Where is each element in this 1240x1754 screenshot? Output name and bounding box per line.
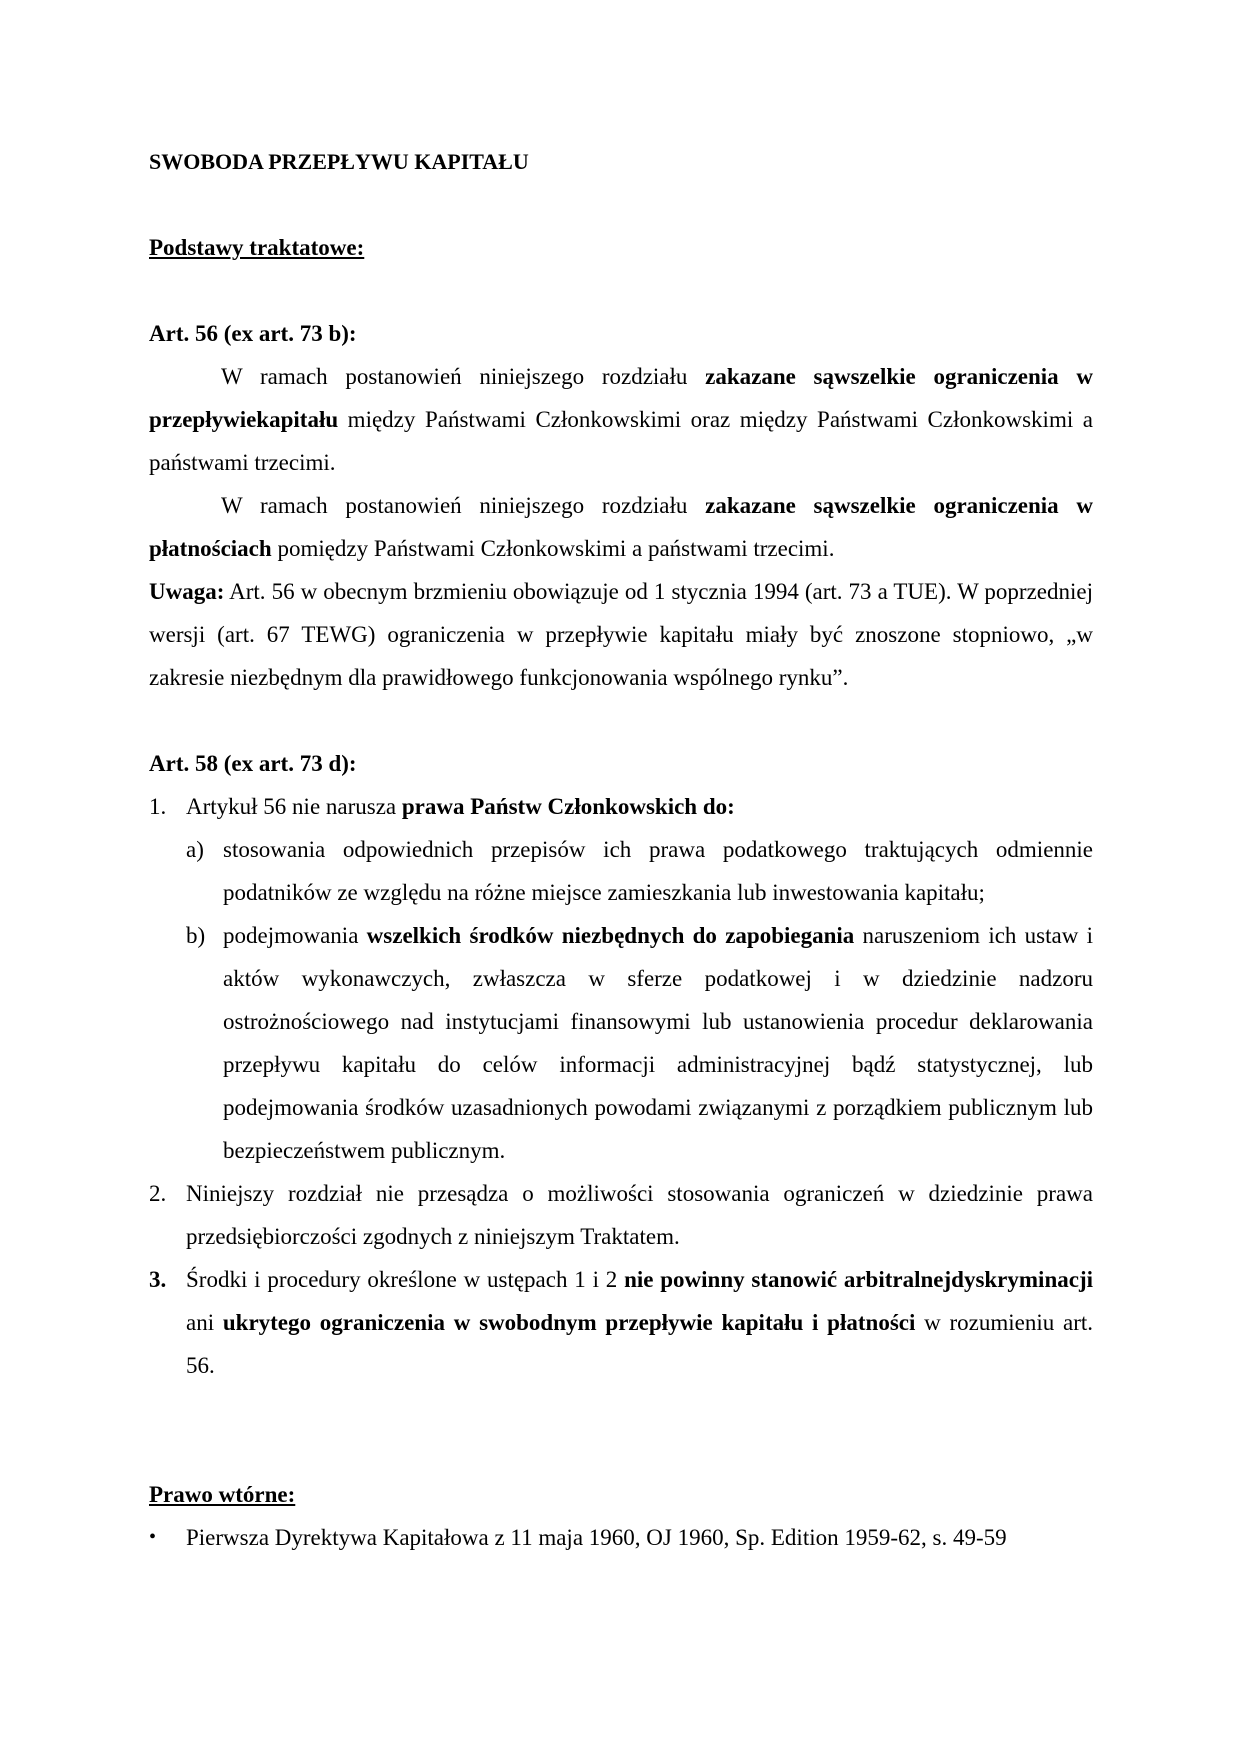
subitem-b-text-end: naruszeniom ich ustaw i aktów wykonawczych, zwłaszcza w sferze podatkowej i w dziedzinie nadzoru ostrożnościowego nad instytucjami finansowymi lub ustanowienia procedur deklarowania przepływu kapitału do celów informacji administracyjnej bądź statystycznej, lub podejmowania środków uzasadnionych powodami związanymi z porządkiem publicznym lub bezpieczeństwem publicznym. (223, 923, 1093, 1163)
note-text: Art. 56 w obecnym brzmieniu obowiązuje od 1 stycznia 1994 (art. 73 a TUE). W poprzedniej wersji (art. 67 TEWG) ograniczenia w przepływie kapitału miały być znoszone stopniowo, „w zakresie niezbędnym dla prawidłowego funkcjonowania wspólnego rynku”. (149, 579, 1093, 690)
subitem-a-text: stosowania odpowiednich przepisów ich prawa podatkowego traktujących odmiennie podatników ze względu na różne miejsce zamieszkania lub inwestowania kapitału; (223, 837, 1093, 905)
item-2-text: Niniejszy rozdział nie przesądza o możliwości stosowania ograniczeń w dziedzinie prawa przedsiębiorczości zgodnych z niniejszym Traktatem. (186, 1181, 1093, 1249)
article-58-subitem-a (186, 828, 1093, 914)
article-56-p1-bold: zakazane sąwszelkie ograniczenia w przepływiekapitału (149, 364, 1093, 432)
article-58-list (149, 785, 1093, 1387)
article-56-p1-text-start: W ramach postanowień niniejszego rozdziału (221, 364, 706, 389)
document-content (149, 140, 1093, 1559)
item-3-text-start: Środki i procedury określone w ustępach 1 i 2 (186, 1267, 625, 1292)
article-58-heading: Art. 58 (ex art. 73 d): (149, 751, 357, 776)
sublist-letter: a) (186, 837, 204, 862)
list-number: 3. (149, 1267, 167, 1292)
subitem-b-bold: wszelkich środków niezbędnych do zapobiegania (366, 923, 855, 948)
spacer (149, 1387, 1093, 1473)
note-label: Uwaga: (149, 579, 225, 604)
item-3-text-mid: ani (186, 1310, 223, 1335)
section-heading-treaty-basis: Podstawy traktatowe: (149, 235, 365, 260)
item-3-bold-2: ukrytego ograniczenia w swobodnym przepływie kapitału i płatności (222, 1310, 916, 1335)
secondary-law-item-text: Pierwsza Dyrektywa Kapitałowa z 11 maja 1960, OJ 1960, Sp. Edition 1959-62, s. 49-59 (186, 1525, 1007, 1550)
subitem-b-text-start: podejmowania (223, 923, 367, 948)
bullet-icon: • (149, 1526, 157, 1548)
document-title: SWOBODA PRZEPŁYWU KAPITAŁU (149, 149, 529, 174)
item-1-bold: prawa Państw Członkowskich do: (401, 794, 735, 819)
secondary-law-item (149, 1516, 1093, 1559)
article-56-paragraph-2 (149, 484, 1093, 570)
article-56-note (149, 570, 1093, 699)
spacer (149, 699, 1093, 742)
item-3-text-end: w rozumieniu art. 56. (186, 1310, 1093, 1378)
article-58-subitem-b (186, 914, 1093, 1172)
section-heading-secondary-law: Prawo wtórne: (149, 1482, 296, 1507)
list-number: 1. (149, 794, 167, 819)
article-56-p2-text-end: pomiędzy Państwami Członkowskimi a państwami trzecimi. (271, 536, 835, 561)
article-56-p1-text-end: między Państwami Członkowskimi oraz między Państwami Członkowskimi a państwami trzecimi. (149, 407, 1093, 475)
article-58-item-2 (149, 1172, 1093, 1258)
article-56-p2-bold: zakazane sąwszelkie ograniczenia w płatnościach (149, 493, 1093, 561)
article-58-item-1 (149, 785, 1093, 1172)
article-58-item-3 (149, 1258, 1093, 1387)
article-56-heading: Art. 56 (ex art. 73 b): (149, 321, 357, 346)
article-56-p2-text-start: W ramach postanowień niniejszego rozdziału (221, 493, 706, 518)
item-1-text-start: Artykuł 56 nie narusza (186, 794, 402, 819)
article-56-paragraph-1 (149, 355, 1093, 484)
sublist-letter: b) (186, 923, 206, 948)
secondary-law-list (149, 1516, 1093, 1559)
list-number: 2. (149, 1181, 167, 1206)
article-58-sublist (186, 828, 1093, 1172)
item-3-bold-1: nie powinny stanowić arbitralnejdyskryminacji (624, 1267, 1093, 1292)
